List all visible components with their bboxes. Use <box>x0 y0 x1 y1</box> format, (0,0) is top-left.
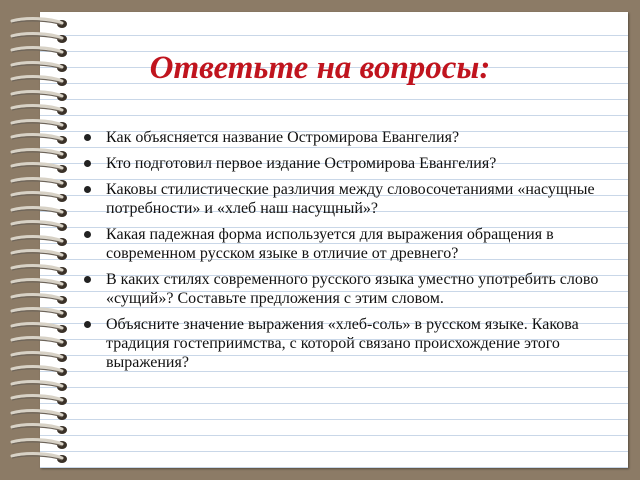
spiral-ring-icon <box>6 219 70 233</box>
spiral-ring-icon <box>6 118 70 132</box>
question-text: Каковы стилистические различия между словосочетаниями «насущные потребности» и «хлеб наш насущный»? <box>106 181 595 217</box>
page-title: Ответьте на вопросы: <box>149 50 491 86</box>
spiral-ring-icon <box>6 205 70 219</box>
spiral-ring-icon <box>6 408 70 422</box>
spiral-ring-icon <box>6 176 70 190</box>
spiral-ring-icon <box>6 147 70 161</box>
spiral-ring-icon <box>6 161 70 175</box>
list-item <box>84 128 604 147</box>
bullet-icon <box>84 231 91 238</box>
spiral-ring-icon <box>6 16 70 30</box>
question-text: Как объясняется название Остромирова Евангелия? <box>106 129 460 146</box>
question-text: Какая падежная форма используется для выражения обращения в современном русском языке в отличие от древнего? <box>106 226 554 262</box>
list-item <box>84 225 604 263</box>
spiral-ring-icon <box>6 335 70 349</box>
spiral-ring-icon <box>6 422 70 436</box>
spiral-ring-icon <box>6 379 70 393</box>
spiral-ring-icon <box>6 393 70 407</box>
question-text: Кто подготовил первое издание Остромирова Евангелия? <box>106 155 497 172</box>
list-item <box>84 154 604 173</box>
bullet-icon <box>84 276 91 283</box>
spiral-ring-icon <box>6 437 70 451</box>
spiral-ring-icon <box>6 350 70 364</box>
bullet-icon <box>84 134 91 141</box>
question-list <box>84 128 604 379</box>
bullet-icon <box>84 160 91 167</box>
bullet-icon <box>84 321 91 328</box>
spiral-ring-icon <box>6 234 70 248</box>
spiral-ring-icon <box>6 277 70 291</box>
spiral-ring-icon <box>6 103 70 117</box>
spiral-ring-icon <box>6 190 70 204</box>
spiral-ring-icon <box>6 31 70 45</box>
spiral-ring-icon <box>6 364 70 378</box>
spiral-ring-icon <box>6 321 70 335</box>
spiral-ring-icon <box>6 263 70 277</box>
spiral-ring-icon <box>6 451 70 465</box>
spiral-ring-icon <box>6 89 70 103</box>
bullet-icon <box>84 186 91 193</box>
spiral-ring-icon <box>6 132 70 146</box>
spiral-ring-icon <box>6 306 70 320</box>
spiral-ring-icon <box>6 248 70 262</box>
list-item <box>84 180 604 218</box>
spiral-ring-icon <box>6 292 70 306</box>
list-item <box>84 270 604 308</box>
list-item <box>84 315 604 372</box>
question-text: В каких стилях современного русского языка уместно употребить слово «сущий»? Составьте предложения с этим словом. <box>106 271 599 307</box>
question-text: Объясните значение выражения «хлеб-соль» в русском языке. Какова традиция гостеприимства, с которой связано происхождение этого выражения? <box>106 316 579 371</box>
